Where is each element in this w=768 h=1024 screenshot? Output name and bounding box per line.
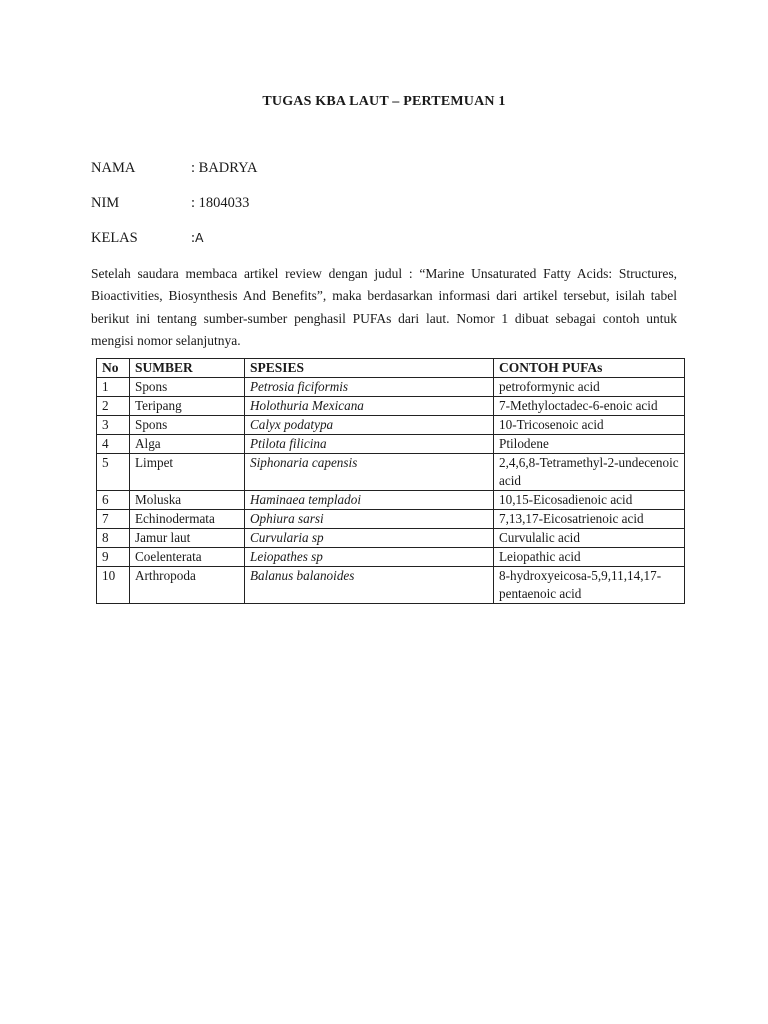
- cell-no: 2: [97, 397, 130, 416]
- cell-spesies: Ptilota filicina: [245, 435, 494, 454]
- pufa-table: [96, 358, 685, 604]
- cell-sumber: Moluska: [130, 491, 245, 510]
- table-row: [97, 416, 685, 435]
- table-row: [97, 529, 685, 548]
- cell-sumber: Spons: [130, 378, 245, 397]
- cell-no: 7: [97, 510, 130, 529]
- field-value: A: [195, 230, 204, 245]
- cell-no: 1: [97, 378, 130, 397]
- cell-no: 4: [97, 435, 130, 454]
- cell-no: 6: [97, 491, 130, 510]
- cell-no: 9: [97, 548, 130, 567]
- cell-sumber: Alga: [130, 435, 245, 454]
- cell-pufa: 7-Methyloctadec-6-enoic acid: [494, 397, 685, 416]
- cell-no: 3: [97, 416, 130, 435]
- cell-sumber: Coelenterata: [130, 548, 245, 567]
- cell-pufa: 7,13,17-Eicosatrienoic acid: [494, 510, 685, 529]
- header-spesies: SPESIES: [245, 359, 494, 378]
- cell-pufa: petroformynic acid: [494, 378, 685, 397]
- table-row: [97, 548, 685, 567]
- cell-sumber: Spons: [130, 416, 245, 435]
- field-label: KELAS: [91, 230, 138, 246]
- field-nama: [91, 160, 257, 177]
- table-row: [97, 567, 685, 604]
- table-row: [97, 435, 685, 454]
- cell-sumber: Jamur laut: [130, 529, 245, 548]
- table-row: [97, 510, 685, 529]
- cell-pufa: 10,15-Eicosadienoic acid: [494, 491, 685, 510]
- cell-spesies: Leiopathes sp: [245, 548, 494, 567]
- cell-pufa: 2,4,6,8-Tetramethyl-2-undecenoic acid: [494, 454, 685, 491]
- cell-sumber: Teripang: [130, 397, 245, 416]
- field-value-prefix: :: [191, 230, 196, 246]
- header-sumber: SUMBER: [130, 359, 245, 378]
- page-title: TUGAS KBA LAUT – PERTEMUAN 1: [262, 94, 506, 109]
- cell-spesies: Balanus balanoides: [245, 567, 494, 604]
- table-header-row: [97, 359, 685, 378]
- cell-spesies: Ophiura sarsi: [245, 510, 494, 529]
- table-row: [97, 454, 685, 491]
- cell-spesies: Holothuria Mexicana: [245, 397, 494, 416]
- table-row: [97, 378, 685, 397]
- field-label: NIM: [91, 195, 120, 211]
- intro-paragraph: Setelah saudara membaca artikel review dengan judul : “Marine Unsaturated Fatty Acids: Structures, Bioactivities, Biosynthesis And Benefits”, maka berdasarkan informasi dari artikel tersebut, isilah tabel berikut ini tentang sumber-sumber penghasil PUFAs dari laut. Nomor 1 dibuat sebagai contoh untuk mengisi nomor selanjutnya.: [91, 266, 677, 348]
- cell-pufa: Curvulalic acid: [494, 529, 685, 548]
- cell-pufa: Leiopathic acid: [494, 548, 685, 567]
- field-value: : 1804033: [191, 195, 250, 211]
- field-nim: [91, 195, 249, 212]
- table-row: [97, 397, 685, 416]
- header-no: No: [97, 359, 130, 378]
- cell-spesies: Curvularia sp: [245, 529, 494, 548]
- cell-sumber: Limpet: [130, 454, 245, 491]
- cell-pufa: 10-Tricosenoic acid: [494, 416, 685, 435]
- header-contoh-pufas: CONTOH PUFAs: [494, 359, 685, 378]
- cell-spesies: Calyx podatypa: [245, 416, 494, 435]
- cell-spesies: Siphonaria capensis: [245, 454, 494, 491]
- table-row: [97, 491, 685, 510]
- cell-spesies: Petrosia ficiformis: [245, 378, 494, 397]
- field-label: NAMA: [91, 160, 136, 176]
- field-value: : BADRYA: [191, 160, 258, 176]
- cell-sumber: Arthropoda: [130, 567, 245, 604]
- cell-no: 8: [97, 529, 130, 548]
- cell-spesies: Haminaea templadoi: [245, 491, 494, 510]
- cell-no: 5: [97, 454, 130, 491]
- cell-pufa: Ptilodene: [494, 435, 685, 454]
- cell-pufa: 8-hydroxyeicosa-5,9,11,14,17- pentaenoic acid: [494, 567, 685, 604]
- cell-no: 10: [97, 567, 130, 604]
- field-kelas: [91, 230, 204, 247]
- cell-sumber: Echinodermata: [130, 510, 245, 529]
